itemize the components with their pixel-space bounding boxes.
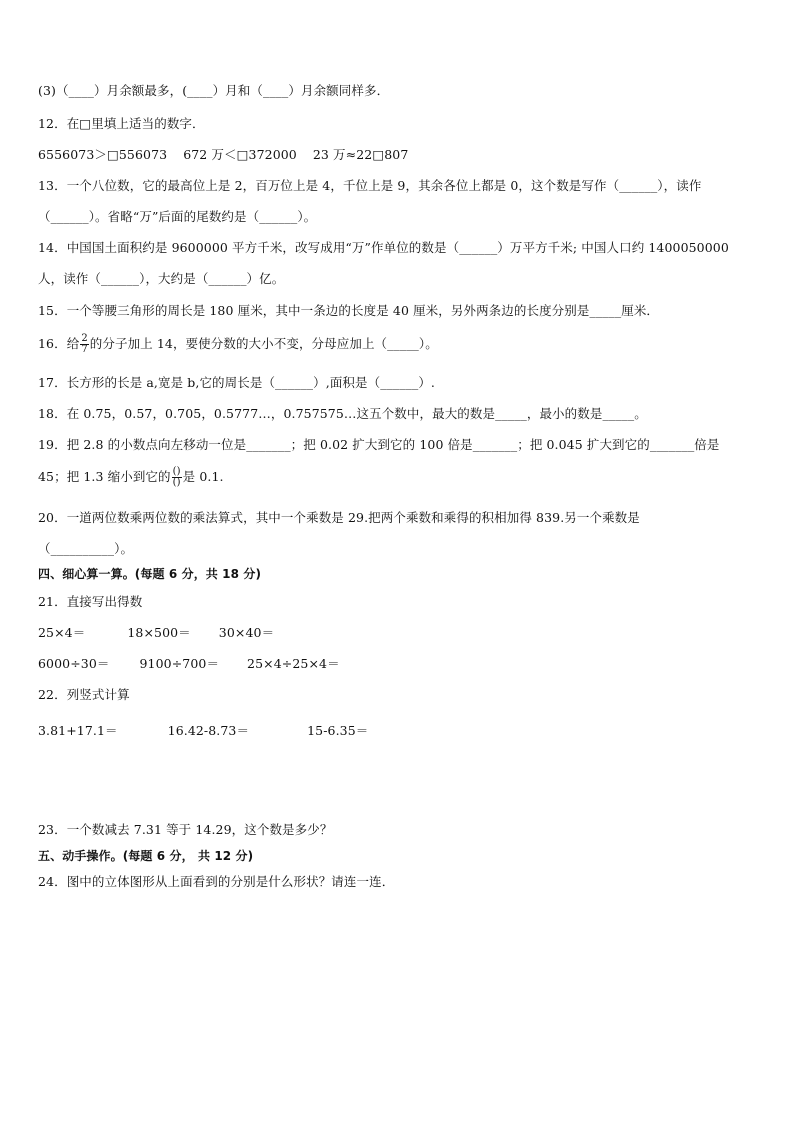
question-22: 22．列竖式计算 [38, 687, 130, 702]
question-14-cont: 人，读作（______），大约是（______）亿。 [38, 271, 285, 286]
section-4-heading: 四、细心算一算。(每题 6 分，共 18 分) [38, 567, 262, 581]
q21-row-2: 6000÷30＝ 9100÷700＝ 25×4÷25×4＝ [38, 656, 340, 671]
fraction-two-sevenths: $\frac{2}{7}$ [81, 333, 88, 355]
q12-blank-b: 672 万＜□372000 [183, 147, 297, 162]
question-23: 23．一个数减去 7.31 等于 14.29，这个数是多少？ [38, 822, 333, 837]
question-13-cont: （______）。省略“万”后面的尾数约是（______）。 [38, 209, 317, 224]
question-20: 20．一道两位数乘两位数的乘法算式，其中一个乘数是 29.把两个乘数和乘得的积相加得 839.另一个乘数是 [38, 510, 640, 525]
q21-row-1: 25×4＝ 18×500＝ 30×40＝ [38, 625, 275, 640]
question-14: 14．中国国土面积约是 9600000 平方千米，改写成用“万”作单位的数是（______）万平方千米; 中国人口约 1400050000 [38, 240, 729, 255]
question-12-blanks [38, 147, 408, 163]
question-24: 24．图中的立体图形从上面看到的分别是什么形状？请连一连． [38, 874, 395, 889]
fraction-blank: $\frac{()}{()}$ [172, 466, 181, 488]
section-5-heading: 五、动手操作。(每题 6 分， 共 12 分) [38, 849, 254, 863]
question-15: 15．一个等腰三角形的周长是 180 厘米，其中一条边的长度是 40 厘米，另外两条边的长度分别是_____厘米． [38, 303, 660, 318]
q22-row: 3.81+17.1＝ 16.42-8.73＝ 15-6.35＝ [38, 723, 369, 738]
item-11-part-3: (3)（____）月余额最多，(____）月和（____）月余额同样多． [38, 83, 390, 98]
question-16: 16．给 $\frac{2}{7}$ 的分子加上 14，要使分数的大小不变，分母应加上（_____）。 [38, 333, 438, 355]
q12-blank-c: 23 万≈22□807 [312, 147, 409, 162]
question-19: 19．把 2.8 的小数点向左移动一位是_______；把 0.02 扩大到它的 100 倍是_______；把 0.045 扩大到它的_______倍是 [38, 437, 720, 452]
question-18: 18．在 0.75，0.57，0.705，0.5777…，0.757575…这五个数中，最大的数是_____，最小的数是_____。 [38, 406, 647, 421]
question-12: 12．在□里填上适当的数字． [38, 116, 205, 131]
question-19-cont: 45；把 1.3 缩小到它的 $\frac{()}{()}$ 是 0.1. [38, 466, 224, 488]
question-17: 17．长方形的长是 a,宽是 b,它的周长是（______）,面积是（______）. [38, 375, 436, 390]
question-13: 13．一个八位数，它的最高位上是 2，百万位上是 4，千位上是 9，其余各位上都是 0，这个数是写作（______），读作 [38, 178, 702, 193]
q12-blank-a: 6556073＞□556073 [38, 147, 168, 162]
question-21: 21．直接写出得数 [38, 594, 143, 609]
question-20-cont: （__________）。 [38, 541, 134, 556]
